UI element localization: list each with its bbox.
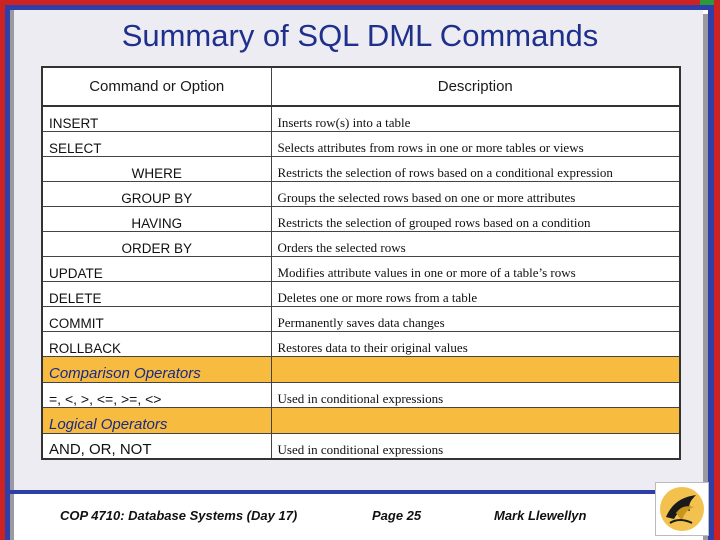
table-row: [42, 106, 680, 132]
command-cell-option: WHERE: [42, 157, 271, 182]
table-row: [42, 182, 680, 207]
table-row: [42, 257, 680, 282]
command-cell: DELETE: [42, 282, 271, 307]
command-cell-option: HAVING: [42, 207, 271, 232]
table-row: [42, 307, 680, 332]
description-cell: Used in conditional expressions: [271, 434, 680, 460]
footer-course: COP 4710: Database Systems (Day 17): [60, 508, 298, 523]
border-bar-right-red: [714, 0, 720, 540]
table-row: [42, 434, 680, 460]
comparison-operators-cell: =, <, >, <=, >=, <>: [42, 383, 271, 408]
header-description: Description: [271, 67, 680, 106]
description-cell: Restores data to their original values: [271, 332, 680, 357]
command-cell: COMMIT: [42, 307, 271, 332]
section-row-logical: [42, 408, 680, 434]
description-cell: Selects attributes from rows in one or more tables or views: [271, 132, 680, 157]
section-blank-cell: [271, 408, 680, 434]
description-cell: Groups the selected rows based on one or more attributes: [271, 182, 680, 207]
command-cell-option: GROUP BY: [42, 182, 271, 207]
description-cell: Deletes one or more rows from a table: [271, 282, 680, 307]
footer-author: Mark Llewellyn: [494, 508, 587, 523]
logical-operators-cell: AND, OR, NOT: [42, 434, 271, 460]
description-cell: Used in conditional expressions: [271, 383, 680, 408]
section-blank-cell: [271, 357, 680, 383]
dml-commands-table: [41, 66, 681, 460]
command-cell: SELECT: [42, 132, 271, 157]
border-bar-right-gray: [703, 14, 708, 540]
command-cell: INSERT: [42, 106, 271, 132]
description-cell: Restricts the selection of grouped rows based on a condition: [271, 207, 680, 232]
border-bar-right-blue: [708, 10, 714, 540]
command-cell-option: ORDER BY: [42, 232, 271, 257]
logical-operators-heading: Logical Operators: [42, 408, 271, 434]
header-command: Command or Option: [42, 67, 271, 106]
description-cell: Permanently saves data changes: [271, 307, 680, 332]
table-row: [42, 207, 680, 232]
table-header-row: [42, 67, 680, 106]
slide-title: Summary of SQL DML Commands: [121, 18, 599, 53]
table-row: [42, 132, 680, 157]
description-cell: Inserts row(s) into a table: [271, 106, 680, 132]
comparison-operators-heading: Comparison Operators: [42, 357, 271, 383]
table-row: [42, 157, 680, 182]
command-cell: UPDATE: [42, 257, 271, 282]
pegasus-logo-icon: [655, 482, 709, 536]
description-cell: Orders the selected rows: [271, 232, 680, 257]
table-row: [42, 232, 680, 257]
border-bar-bottom-blue: [10, 490, 705, 494]
table-row: [42, 383, 680, 408]
table-row: [42, 282, 680, 307]
table-row: [42, 332, 680, 357]
description-cell: Modifies attribute values in one or more of a table’s rows: [271, 257, 680, 282]
section-row-comparison: [42, 357, 680, 383]
command-cell: ROLLBACK: [42, 332, 271, 357]
description-cell: Restricts the selection of rows based on a conditional expression: [271, 157, 680, 182]
footer-page-number: Page 25: [372, 508, 422, 523]
